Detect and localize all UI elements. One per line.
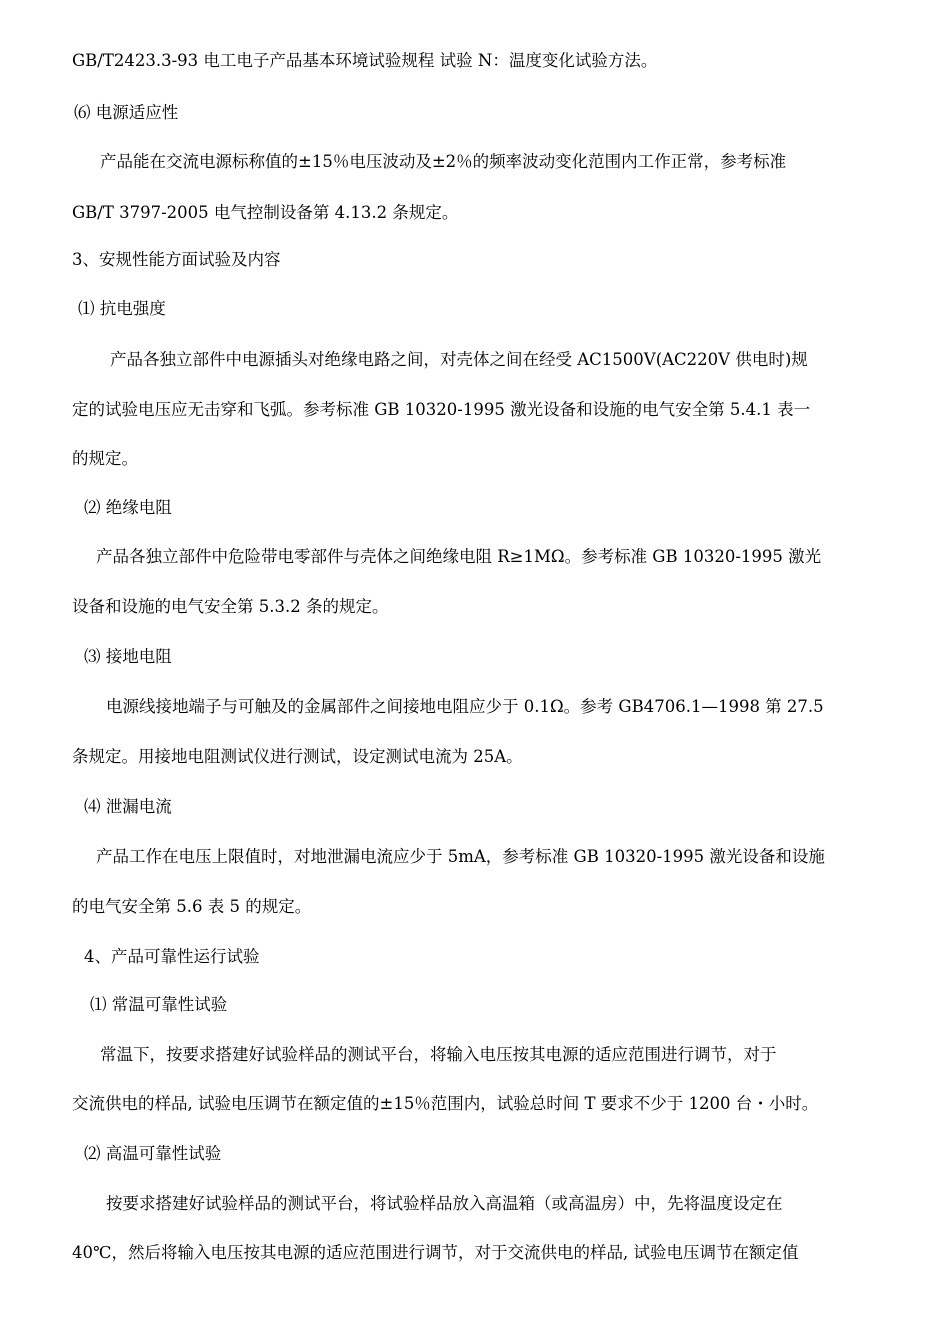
text-line: 按要求搭建好试验样品的测试平台，将试验样品放入高温箱（或高温房）中，先将温度设定在 — [106, 1194, 783, 1213]
text-line: 交流供电的样品, 试验电压调节在额定值的±15％范围内，试验总时间 T 要求不少于 1200 台・小时。 — [72, 1094, 819, 1113]
section-heading: ⑹ 电源适应性 — [74, 103, 179, 122]
text-line: 常温下，按要求搭建好试验样品的测试平台，将输入电压按其电源的适应范围进行调节，对于 — [100, 1045, 777, 1064]
section-heading: ⑵ 绝缘电阻 — [84, 498, 172, 517]
text-line: 产品各独立部件中危险带电零部件与壳体之间绝缘电阻 R≥1MΩ。参考标准 GB 10320-1995 激光 — [96, 547, 822, 566]
text-line: 条规定。用接地电阻测试仪进行测试，设定测试电流为 25A。 — [72, 747, 523, 766]
section-heading: ⑵ 高温可靠性试验 — [84, 1144, 222, 1163]
text-line: 的电气安全第 5.6 表 5 的规定。 — [72, 897, 312, 916]
text-line: 的规定。 — [72, 449, 138, 468]
section-heading: 3、安规性能方面试验及内容 — [72, 250, 281, 269]
text-line: 设备和设施的电气安全第 5.3.2 条的规定。 — [72, 597, 389, 616]
section-heading: ⑶ 接地电阻 — [84, 647, 172, 666]
text-line: 40℃，然后将输入电压按其电源的适应范围进行调节，对于交流供电的样品, 试验电压调节在额定值 — [72, 1243, 799, 1262]
text-line: 产品工作在电压上限值时，对地泄漏电流应少于 5mA，参考标准 GB 10320-1995 激光设备和设施 — [96, 847, 825, 866]
text-line: 电源线接地端子与可触及的金属部件之间接地电阻应少于 0.1Ω。参考 GB4706.1—1998 第 27.5 — [106, 697, 824, 716]
text-line: GB/T2423.3-93 电工电子产品基本环境试验规程 试验 N：温度变化试验方法。 — [72, 51, 658, 70]
text-line: 定的试验电压应无击穿和飞弧。参考标准 GB 10320-1995 激光设备和设施的电气安全第 5.4.1 表一 — [72, 400, 811, 419]
text-line: 产品能在交流电源标称值的±15％电压波动及±2％的频率波动变化范围内工作正常，参考标准 — [100, 152, 787, 171]
text-line: GB/T 3797-2005 电气控制设备第 4.13.2 条规定。 — [72, 203, 459, 222]
section-heading: ⑴ 常温可靠性试验 — [90, 995, 228, 1014]
section-heading: ⑴ 抗电强度 — [78, 299, 166, 318]
text-line: 产品各独立部件中电源插头对绝缘电路之间，对壳体之间在经受 AC1500V(AC220V 供电时)规 — [110, 350, 808, 369]
section-heading: 4、产品可靠性运行试验 — [84, 947, 260, 966]
section-heading: ⑷ 泄漏电流 — [84, 797, 172, 816]
